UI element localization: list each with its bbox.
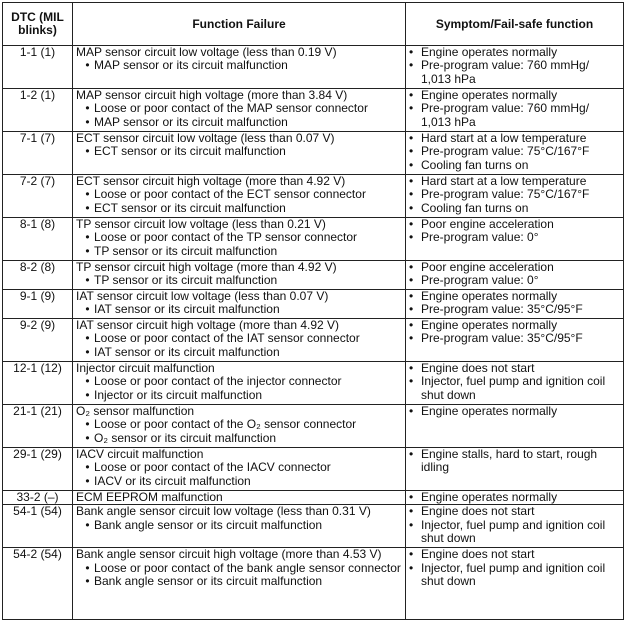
failure-title: MAP sensor circuit low voltage (less than 0.19 V) <box>76 45 337 59</box>
cause-item <box>76 346 402 359</box>
bullet-icon: • <box>85 560 90 575</box>
symptom-item <box>409 202 620 215</box>
symptom-item <box>409 145 620 158</box>
symptom-item <box>409 218 620 231</box>
dtc-code: 29-1 (29) <box>3 448 73 491</box>
function-failure-cell <box>73 448 406 491</box>
bullet-icon: • <box>409 318 414 332</box>
cause-item <box>76 332 402 345</box>
table-row <box>3 505 624 548</box>
failure-title: IAT sensor circuit high voltage (more than 4.92 V) <box>76 318 340 332</box>
bullet-icon: • <box>409 289 414 303</box>
cause-item <box>76 145 402 158</box>
bullet-icon: • <box>85 200 90 215</box>
bullet-icon: • <box>409 88 414 102</box>
bullet-icon: • <box>409 490 414 504</box>
cause-text: TP sensor or its circuit malfunction <box>94 273 278 288</box>
dtc-code: 7-2 (7) <box>3 175 73 218</box>
cause-item <box>76 519 402 532</box>
bullet-icon: • <box>409 157 414 172</box>
bullet-icon: • <box>85 302 90 317</box>
symptom-cell <box>406 218 624 261</box>
bullet-icon: • <box>85 387 90 402</box>
cause-text: MAP sensor or its circuit malfunction <box>94 114 288 129</box>
dtc-code: 9-1 (9) <box>3 290 73 319</box>
function-failure-cell <box>73 89 406 132</box>
cause-text: ECT sensor or its circuit malfunction <box>94 200 286 215</box>
function-failure-cell <box>73 548 406 620</box>
symptom-text: Hard start at a low temperature <box>421 174 587 188</box>
bullet-icon: • <box>409 217 414 231</box>
bullet-icon: • <box>409 200 414 215</box>
table-row <box>3 46 624 89</box>
failure-title: ECT sensor circuit low voltage (less than 0.07 V) <box>76 131 335 145</box>
symptom-item <box>409 405 620 418</box>
cause-item <box>76 461 402 474</box>
symptom-item <box>409 332 620 345</box>
symptom-item <box>409 303 620 316</box>
bullet-icon: • <box>409 101 414 116</box>
symptom-text: Engine operates normally <box>421 289 558 303</box>
bullet-icon: • <box>85 573 90 588</box>
symptom-item <box>409 375 620 402</box>
cause-item <box>76 274 402 287</box>
dtc-table <box>2 2 624 620</box>
bullet-icon: • <box>409 374 414 389</box>
dtc-code: 9-2 (9) <box>3 319 73 362</box>
failure-title: TP sensor circuit high voltage (more than 4.92 V) <box>76 260 337 274</box>
failure-title: Bank angle sensor circuit high voltage (more than 4.53 V) <box>76 547 382 562</box>
table-row <box>3 319 624 362</box>
symptom-text: Engine operates normally <box>421 45 558 59</box>
symptom-item <box>409 231 620 244</box>
cause-item <box>76 389 402 402</box>
table-row <box>3 405 624 448</box>
symptom-text: Pre-program value: 35°C/95°F <box>421 331 583 346</box>
cause-text: IAT sensor or its circuit malfunction <box>94 302 280 317</box>
failure-title: ECT sensor circuit high voltage (more than 4.92 V) <box>76 174 346 188</box>
symptom-item <box>409 491 620 504</box>
symptom-text: Engine does not start <box>421 547 535 562</box>
function-failure-cell <box>73 46 406 89</box>
bullet-icon: • <box>85 144 90 159</box>
cause-item <box>76 375 402 388</box>
header-dtc: DTC (MIL blinks) <box>3 3 73 46</box>
header-function-failure: Function Failure <box>73 3 406 46</box>
dtc-code: 8-1 (8) <box>3 218 73 261</box>
dtc-code: 54-2 (54) <box>3 548 73 620</box>
symptom-text: Pre-program value: 0° <box>421 273 539 288</box>
table-row <box>3 175 624 218</box>
symptom-item <box>409 448 620 475</box>
failure-title: TP sensor circuit low voltage (less than 0.21 V) <box>76 217 326 231</box>
cause-text: O₂ sensor or its circuit malfunction <box>94 430 277 445</box>
cause-item <box>76 418 402 431</box>
bullet-icon: • <box>85 230 90 245</box>
bullet-icon: • <box>409 58 414 73</box>
table-row <box>3 218 624 261</box>
bullet-icon: • <box>409 187 414 202</box>
cause-item <box>76 475 402 488</box>
symptom-item <box>409 159 620 172</box>
bullet-icon: • <box>409 45 414 59</box>
cause-item <box>76 116 402 129</box>
symptom-item <box>409 175 620 188</box>
symptom-item <box>409 290 620 303</box>
symptom-text: Poor engine acceleration <box>421 260 554 274</box>
bullet-icon: • <box>409 361 414 375</box>
bullet-icon: • <box>409 230 414 245</box>
failure-title: O₂ sensor malfunction <box>76 404 195 418</box>
function-failure-cell <box>73 175 406 218</box>
cause-item <box>76 231 402 244</box>
bullet-icon: • <box>85 344 90 359</box>
bullet-icon: • <box>85 243 90 258</box>
table-row <box>3 290 624 319</box>
header-symptom: Symptom/Fail-safe function <box>406 3 624 46</box>
symptom-item <box>409 548 620 561</box>
symptom-text: Cooling fan turns on <box>421 157 529 172</box>
bullet-icon: • <box>409 302 414 317</box>
symptom-item <box>409 102 620 129</box>
failure-title: IACV circuit malfunction <box>76 447 204 461</box>
function-failure-cell <box>73 362 406 405</box>
dtc-code: 1-2 (1) <box>3 89 73 132</box>
header-row <box>3 3 624 46</box>
function-failure-cell <box>73 132 406 175</box>
symptom-text: Engine operates normally <box>421 88 558 102</box>
symptom-text: Engine stalls, hard to start, rough idling <box>421 447 598 475</box>
bullet-icon: • <box>409 560 414 575</box>
dtc-code: 54-1 (54) <box>3 505 73 548</box>
symptom-text: Engine does not start <box>421 504 535 519</box>
bullet-icon: • <box>85 374 90 389</box>
cause-text: MAP sensor or its circuit malfunction <box>94 58 288 73</box>
symptom-text: Injector, fuel pump and ignition coil shut down <box>421 374 606 402</box>
bullet-icon: • <box>85 460 90 475</box>
symptom-text: Injector, fuel pump and ignition coil shut down <box>421 560 606 588</box>
cause-item <box>76 102 402 115</box>
bullet-icon: • <box>409 547 414 562</box>
bullet-icon: • <box>85 273 90 288</box>
bullet-icon: • <box>85 417 90 432</box>
symptom-text: Engine does not start <box>421 361 535 375</box>
function-failure-cell <box>73 491 406 505</box>
function-failure-cell <box>73 290 406 319</box>
symptom-text: Engine operates normally <box>421 490 558 504</box>
bullet-icon: • <box>85 331 90 346</box>
bullet-icon: • <box>409 447 414 461</box>
failure-title: ECM EEPROM malfunction <box>76 490 223 504</box>
cause-text: Loose or poor contact of the IACV connector <box>94 460 331 475</box>
symptom-text: Pre-program value: 760 mmHg/ 1,013 hPa <box>421 101 590 129</box>
bullet-icon: • <box>409 517 414 532</box>
symptom-item <box>409 505 620 518</box>
symptom-text: Engine operates normally <box>421 404 558 418</box>
function-failure-cell <box>73 405 406 448</box>
bullet-icon: • <box>409 260 414 274</box>
dtc-code: 8-2 (8) <box>3 261 73 290</box>
symptom-cell <box>406 405 624 448</box>
failure-title: Injector circuit malfunction <box>76 361 215 375</box>
bullet-icon: • <box>409 174 414 188</box>
symptom-text: Hard start at a low temperature <box>421 131 587 145</box>
symptom-item <box>409 274 620 287</box>
symptom-item <box>409 319 620 332</box>
bullet-icon: • <box>85 114 90 129</box>
cause-item <box>76 303 402 316</box>
symptom-text: Injector, fuel pump and ignition coil shut down <box>421 517 606 545</box>
failure-title: IAT sensor circuit low voltage (less than 0.07 V) <box>76 289 329 303</box>
table-row <box>3 132 624 175</box>
symptom-cell <box>406 319 624 362</box>
symptom-item <box>409 59 620 86</box>
cause-item <box>76 562 402 575</box>
dtc-code: 1-1 (1) <box>3 46 73 89</box>
cause-text: Loose or poor contact of the IAT sensor connector <box>94 331 360 346</box>
function-failure-cell <box>73 261 406 290</box>
cause-text: Loose or poor contact of the bank angle sensor connector <box>94 560 401 575</box>
cause-text: IACV or its circuit malfunction <box>94 473 251 488</box>
bullet-icon: • <box>409 504 414 519</box>
symptom-cell <box>406 132 624 175</box>
dtc-code: 33-2 (–) <box>3 491 73 505</box>
bullet-icon: • <box>409 404 414 418</box>
function-failure-cell <box>73 319 406 362</box>
symptom-cell <box>406 448 624 491</box>
symptom-item <box>409 188 620 201</box>
bullet-icon: • <box>85 58 90 73</box>
cause-text: IAT sensor or its circuit malfunction <box>94 344 280 359</box>
function-failure-cell <box>73 505 406 548</box>
bullet-icon: • <box>409 331 414 346</box>
symptom-item <box>409 132 620 145</box>
failure-title: MAP sensor circuit high voltage (more than 3.84 V) <box>76 88 348 102</box>
symptom-text: Pre-program value: 0° <box>421 230 539 245</box>
symptom-item <box>409 362 620 375</box>
bullet-icon: • <box>409 273 414 288</box>
symptom-text: Cooling fan turns on <box>421 200 529 215</box>
symptom-text: Engine operates normally <box>421 318 558 332</box>
dtc-code: 7-1 (7) <box>3 132 73 175</box>
bullet-icon: • <box>85 473 90 488</box>
cause-text: Loose or poor contact of the MAP sensor connector <box>94 101 368 116</box>
cause-text: TP sensor or its circuit malfunction <box>94 243 278 258</box>
bullet-icon: • <box>409 144 414 159</box>
cause-text: Injector or its circuit malfunction <box>94 387 263 402</box>
bullet-icon: • <box>85 187 90 202</box>
symptom-cell <box>406 175 624 218</box>
symptom-cell <box>406 362 624 405</box>
function-failure-cell <box>73 218 406 261</box>
symptom-cell <box>406 548 624 620</box>
failure-title: Bank angle sensor circuit low voltage (less than 0.31 V) <box>76 504 371 519</box>
cause-item <box>76 188 402 201</box>
cause-text: ECT sensor or its circuit malfunction <box>94 144 286 159</box>
cause-text: Loose or poor contact of the injector connector <box>94 374 342 389</box>
cause-item <box>76 575 402 588</box>
symptom-item <box>409 89 620 102</box>
cause-item <box>76 202 402 215</box>
bullet-icon: • <box>85 101 90 116</box>
cause-text: Loose or poor contact of the TP sensor connector <box>94 230 358 245</box>
symptom-item <box>409 261 620 274</box>
table-row <box>3 548 624 620</box>
symptom-text: Pre-program value: 75°C/167°F <box>421 187 590 202</box>
symptom-item <box>409 562 620 589</box>
cause-text: Loose or poor contact of the O₂ sensor connector <box>94 417 357 432</box>
symptom-text: Pre-program value: 75°C/167°F <box>421 144 590 159</box>
cause-text: Bank angle sensor or its circuit malfunction <box>94 517 323 532</box>
symptom-cell <box>406 46 624 89</box>
symptom-cell <box>406 89 624 132</box>
bullet-icon: • <box>409 131 414 145</box>
cause-text: Bank angle sensor or its circuit malfunction <box>94 573 323 588</box>
symptom-text: Pre-program value: 35°C/95°F <box>421 302 583 317</box>
bullet-icon: • <box>85 517 90 532</box>
table-row <box>3 362 624 405</box>
cause-item <box>76 432 402 445</box>
symptom-item <box>409 519 620 546</box>
symptom-cell <box>406 261 624 290</box>
symptom-cell <box>406 290 624 319</box>
cause-item <box>76 59 402 72</box>
cause-text: Loose or poor contact of the ECT sensor connector <box>94 187 366 202</box>
symptom-cell <box>406 505 624 548</box>
dtc-code: 21-1 (21) <box>3 405 73 448</box>
bullet-icon: • <box>85 430 90 445</box>
symptom-text: Poor engine acceleration <box>421 217 554 231</box>
table-body <box>3 46 624 620</box>
symptom-text: Pre-program value: 760 mmHg/ 1,013 hPa <box>421 58 590 86</box>
symptom-cell <box>406 491 624 505</box>
table-row <box>3 89 624 132</box>
symptom-item <box>409 46 620 59</box>
dtc-code: 12-1 (12) <box>3 362 73 405</box>
table-row <box>3 261 624 290</box>
table-row <box>3 448 624 491</box>
table-row <box>3 491 624 505</box>
cause-item <box>76 245 402 258</box>
